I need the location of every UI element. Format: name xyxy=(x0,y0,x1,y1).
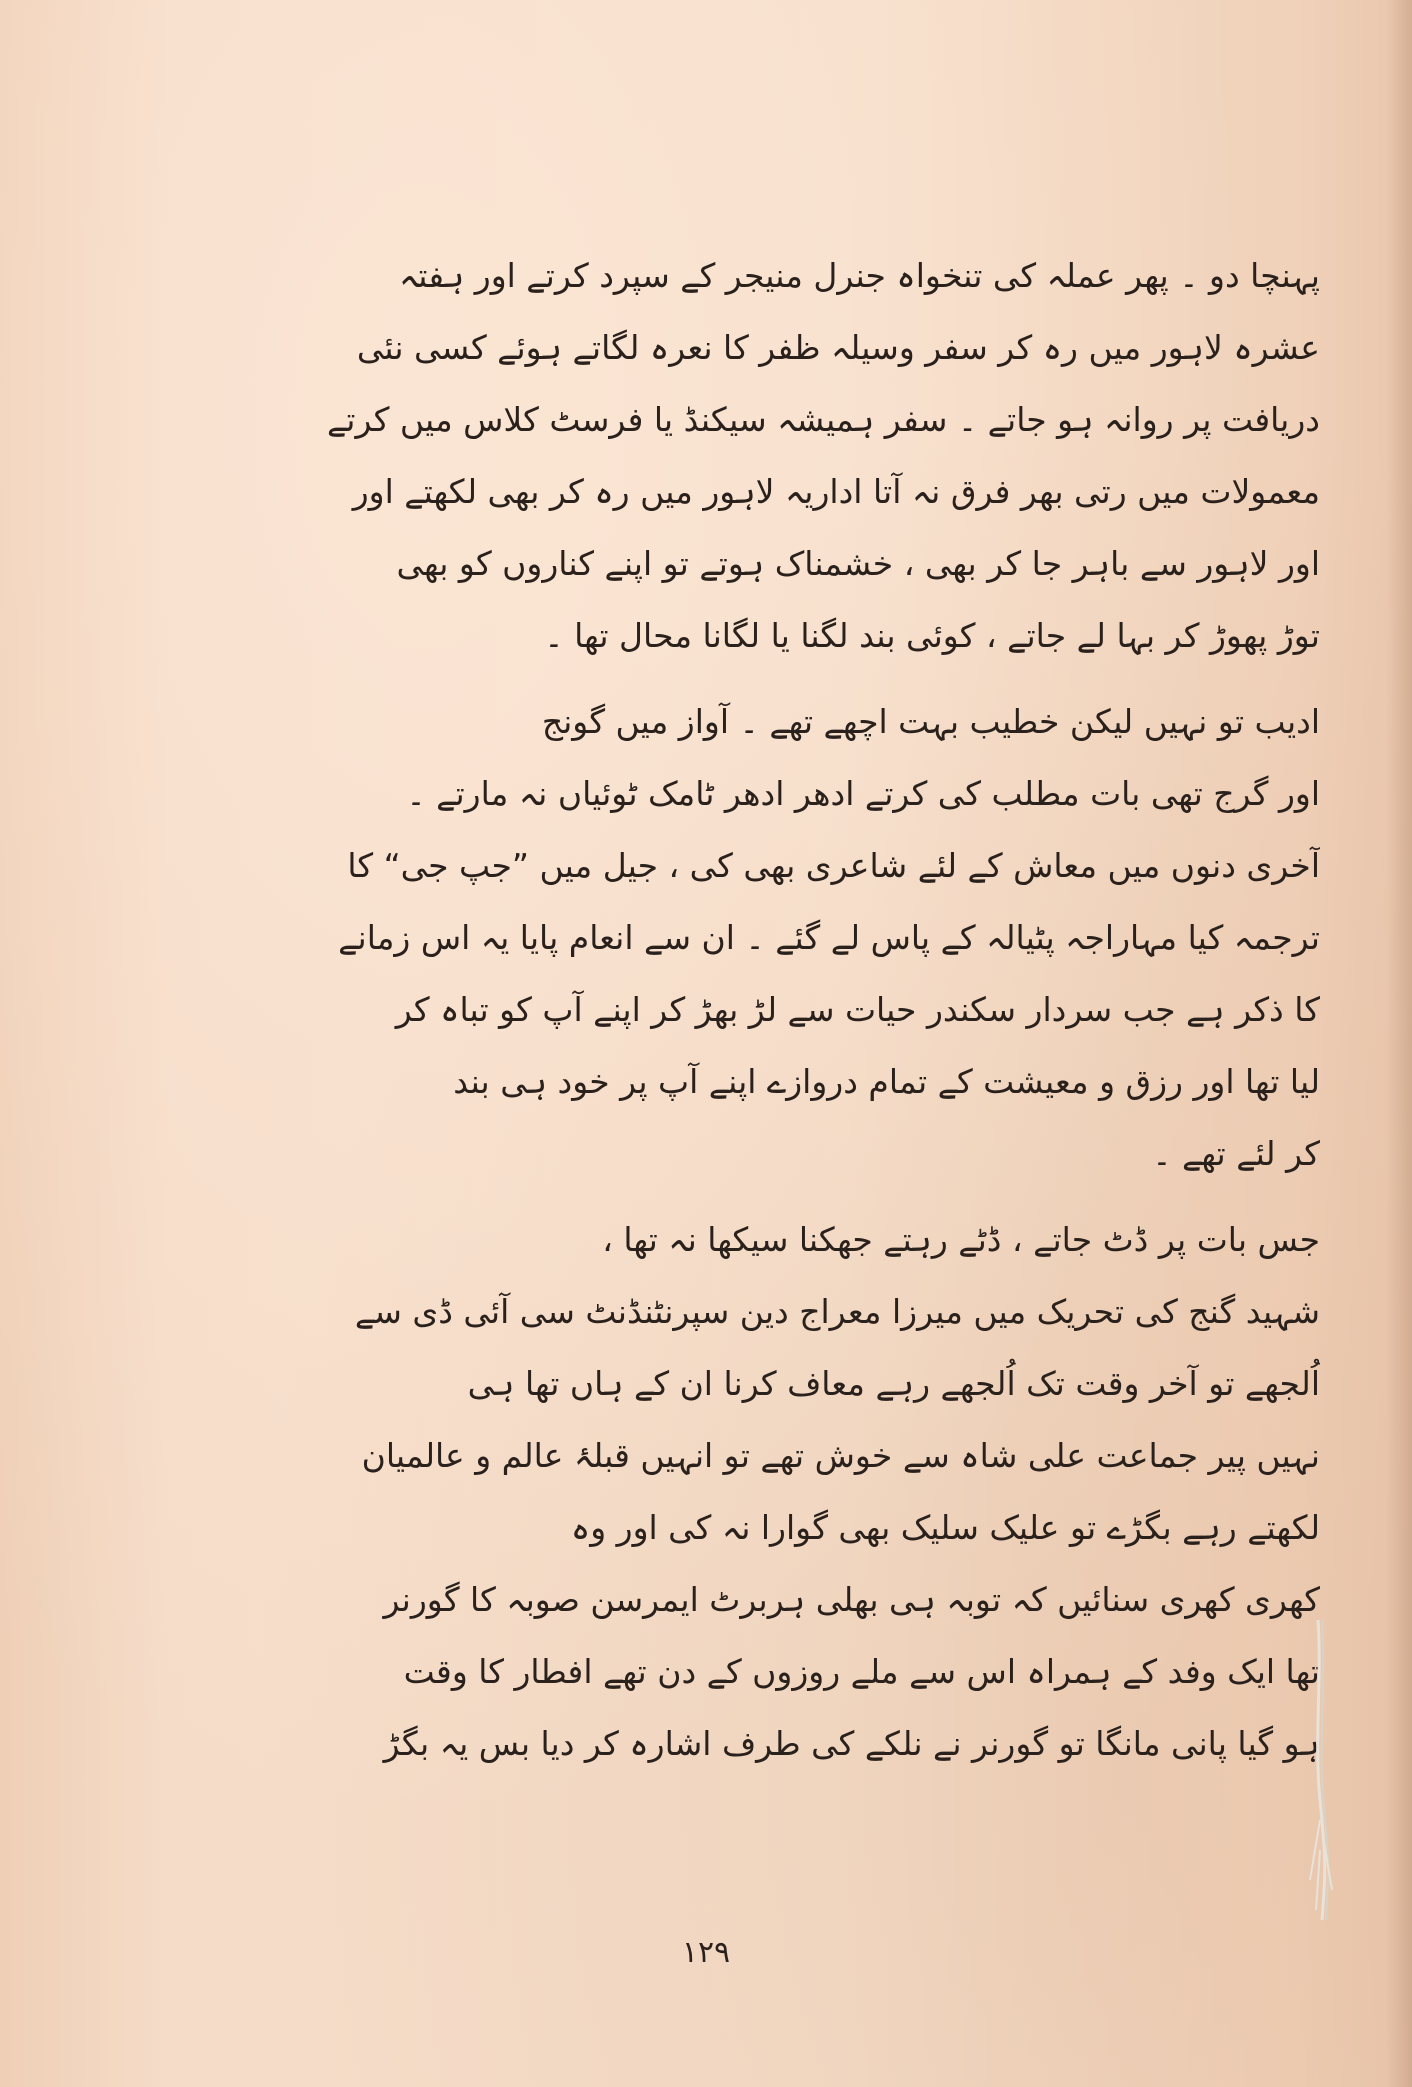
page-edge-shadow xyxy=(1386,0,1412,2087)
text-line: لکھتے رہے بگڑے تو علیک سلیک بھی گوارا نہ کی اور وہ xyxy=(570,1508,1320,1547)
text-line: عشرہ لاہور میں رہ کر سفر وسیلہ ظفر کا نعرہ لگاتے ہوئے کسی نئی xyxy=(356,328,1320,367)
text-line: جس بات پر ڈٹ جاتے ، ڈٹے رہتے جھکنا سیکھا نہ تھا ، xyxy=(602,1220,1320,1259)
text-line: کا ذکر ہے جب سردار سکندر حیات سے لڑ بھڑ کر اپنے آپ کو تباہ کر xyxy=(395,990,1320,1029)
text-line: ہو گیا پانی مانگا تو گورنر نے نلکے کی طرف اشارہ کر دیا بس یہ بگڑ xyxy=(383,1724,1320,1763)
text-line: کھری کھری سنائیں کہ توبہ ہی بھلی ہربرٹ ایمرسن صوبہ کا گورنر xyxy=(383,1580,1320,1619)
text-line: شہید گنج کی تحریک میں میرزا معراج دین سپرنٹنڈنٹ سی آئی ڈی سے xyxy=(354,1292,1320,1331)
text-line: معمولات میں رتی بھر فرق نہ آتا اداریہ لاہور میں رہ کر بھی لکھتے اور xyxy=(352,472,1320,511)
body-text xyxy=(110,240,1320,1780)
text-line: ترجمہ کیا مہاراجہ پٹیالہ کے پاس لے گئے ۔ ان سے انعام پایا یہ اس زمانے xyxy=(338,918,1320,957)
text-line: پہنچا دو ۔ پھر عملہ کی تنخواہ جنرل منیجر کے سپرد کرتے اور ہفتہ xyxy=(398,256,1320,295)
paragraph xyxy=(110,686,1320,1190)
text-line: دریافت پر روانہ ہو جاتے ۔ سفر ہمیشہ سیکنڈ یا فرسٹ کلاس میں کرتے xyxy=(326,400,1320,439)
text-line: توڑ پھوڑ کر بہا لے جاتے ، کوئی بند لگنا یا لگانا محال تھا ۔ xyxy=(544,616,1320,655)
text-line: لیا تھا اور رزق و معیشت کے تمام دروازے اپنے آپ پر خود ہی بند xyxy=(453,1062,1320,1101)
text-line: تھا ایک وفد کے ہمراہ اس سے ملے روزوں کے دن تھے افطار کا وقت xyxy=(403,1652,1320,1691)
text-line: اُلجھے تو آخر وقت تک اُلجھے رہے معاف کرنا ان کے ہاں تھا ہی xyxy=(467,1364,1320,1403)
text-line: نہیں پیر جماعت علی شاہ سے خوش تھے تو انہیں قبلۂ عالم و عالمیان xyxy=(361,1436,1320,1475)
paragraph xyxy=(110,240,1320,672)
binding-thread-icon xyxy=(1300,1620,1340,1920)
paragraph xyxy=(110,1204,1320,1780)
text-line: اور لاہور سے باہر جا کر بھی ، خشمناک ہوتے تو اپنے کناروں کو بھی xyxy=(396,544,1320,583)
text-line: آخری دنوں میں معاش کے لئے شاعری بھی کی ، جیل میں ”جپ جی“ کا xyxy=(347,846,1320,885)
page-number: ۱۲۹ xyxy=(681,1935,731,1970)
text-line: کر لئے تھے ۔ xyxy=(1152,1134,1320,1173)
text-line: اور گرج تھی بات مطلب کی کرتے ادھر ادھر ٹامک ٹوئیاں نہ مارتے ۔ xyxy=(406,774,1320,813)
text-line: ادیب تو نہیں لیکن خطیب بہت اچھے تھے ۔ آواز میں گونج xyxy=(541,702,1320,741)
